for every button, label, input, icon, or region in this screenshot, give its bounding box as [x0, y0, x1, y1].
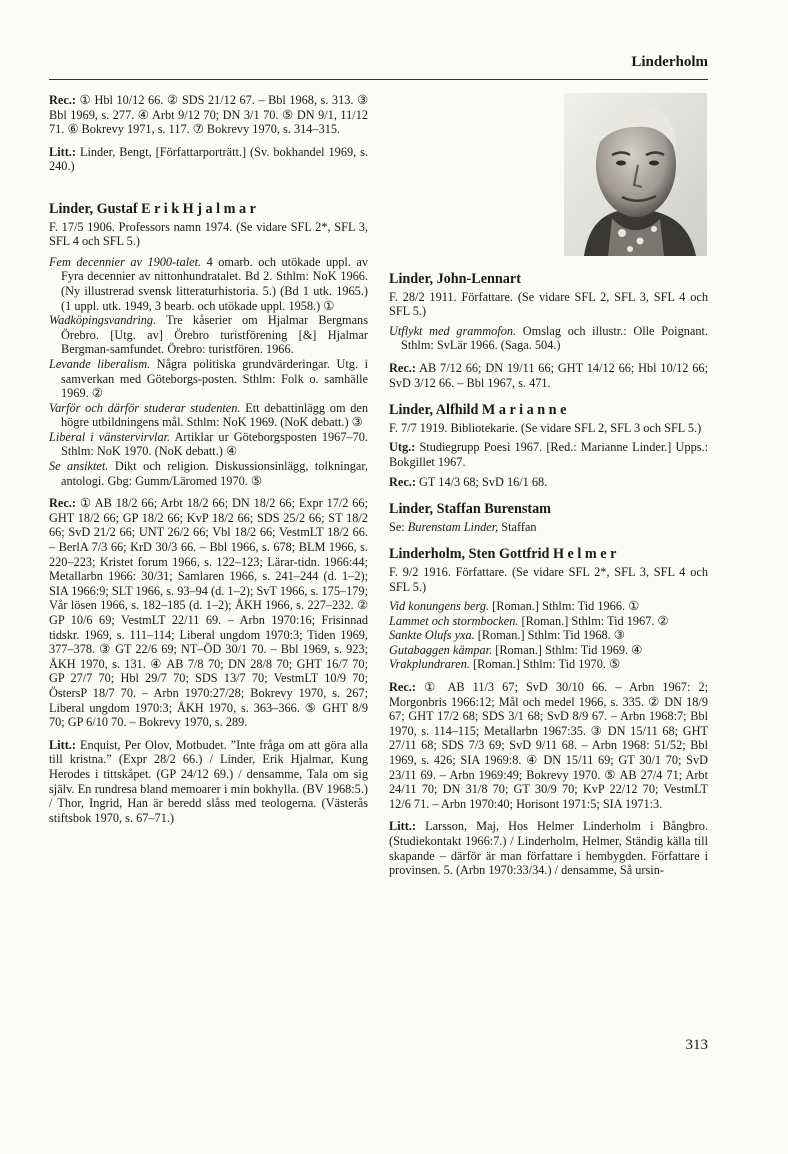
bio-gustaf: F. 17/5 1906. Professors namn 1974. (Se vidare SFL 2*, SFL 3, SFL 4 och SFL 5.) [49, 219, 368, 249]
work-title: Vid konungens berg. [389, 599, 490, 614]
rec-label: Rec.: [49, 93, 76, 107]
bio-alfhild: F. 7/7 1919. Bibliotekarie. (Se vidare SFL 2, SFL 3 och SFL 5.) [389, 420, 702, 435]
rec-entry-gustaf [49, 496, 368, 730]
rec-text: GT 14/3 68; SvD 16/1 68. [419, 474, 548, 489]
work-title: Utflykt med grammofon. [389, 323, 517, 338]
bio-sten: F. 9/2 1916. Författare. (Se vidare SFL 2*, SFL 3, SFL 4 och SFL 5.) [389, 564, 708, 594]
bio-john: F. 28/2 1911. Författare. (Se vidare SFL 2, SFL 3, SFL 4 och SFL 5.) [389, 289, 708, 319]
rec-text: ① AB 11/3 67; SvD 30/10 66. – Arbn 1967: 2; Morgonbris 1966:12; Mål och medel 1966, s. 335. ② DN 18/9 67; GHT 17/2 68; SDS 3/1 68; SvD 8/9 67. – Arbn 1968:7; Bbl 1970, s. 114–115; Metallarbn 1967:35. ③ DN 15/11 68; GHT 27/11 68; SDS 7/3 69; SvD 9/11 68. – Arbn 1968: 51/52; Bbl 1969, s. 426; SIA 1969:8. ④ DN 15/11 69; GT 30/1 70; SvD 23/11 69. – Arbn 1969:49; Bokrevy 1970. ⑤ AB 27/4 71; Arbt 24/11 70; DN 31/8 70; GT 30/9 70; KvP 22/12 70; VestmLT 12/6 71. – Arbn 1970:40; Horisont 1971:5; SIA 1971:3. [389, 680, 709, 811]
litt-text: Linder, Bengt, [Författarporträtt.] (Sv. bokhandel 1969, s. 240.) [49, 144, 369, 174]
litt-label: Litt.: [49, 144, 76, 159]
left-column [49, 93, 368, 825]
work-title: Fem decennier av 1900-talet. [49, 254, 202, 269]
work-details: [Roman.] Sthlm: Tid 1966. ① [492, 599, 640, 614]
rec-text: AB 7/12 66; DN 19/11 66; GHT 14/12 66; Hbl 10/12 66; SvD 3/12 66. – Bbl 1967, s. 471. [389, 360, 708, 390]
rec-text: ① Hbl 10/12 66. ② SDS 21/12 67. – Bbl 1968, s. 313. ③ Bbl 1969, s. 277. ④ Arbt 9/12 70; DN 3/1 70. ⑤ DN 9/1, 11/12 71. ⑥ Bokrevy 1971, s. 117. ⑦ Bokrevy 1970, s. 314–315. [49, 93, 369, 137]
work-item [49, 459, 368, 488]
litt-entry-sten [389, 819, 708, 877]
right-column [389, 272, 708, 878]
litt-label: Litt.: [389, 819, 416, 834]
running-header: Linderholm [631, 54, 708, 70]
see-reference [389, 520, 708, 535]
litt-text: Larsson, Maj, Hos Helmer Linderholm i Bångbro. (Studiekontakt 1966:7.) / Linderholm, Helmer, Ständig källa till skapande – därför är man författare i hembygden. Författare i provinsen. 5. (Arbn 1970:33/34.) / densamme, Så ursin- [389, 819, 708, 878]
work-item [389, 614, 708, 629]
utg-label: Utg.: [389, 440, 416, 455]
work-details: Ett debattinlägg om den högre utbildningens mål. Sthlm: NoK 1969. (NoK debatt.) ③ [61, 400, 369, 430]
work-title: Levande liberalism. [49, 356, 151, 371]
work-title: Gutabaggen kämpar. [389, 642, 493, 657]
work-title: Se ansiktet. [49, 459, 109, 474]
see-label: Se: [389, 519, 405, 534]
rec-text: ① AB 18/2 66; Arbt 18/2 66; DN 18/2 66; Expr 17/2 66; GHT 18/2 66; GP 18/2 66; KvP 18/2 66; SDS 25/2 66; ST 18/2 66; SvD 21/2 66; UNT 26/2 66; Vbl 18/2 66; VestmLT 18/2 66. – BerlA 7/3 66; KrD 30/3 66. – Bbl 1966, s. 678; BLM 1966, s. 220–223; Kristet forum 1966, s. 122–123; Lärar-tidn. 1966:44; Metallarbn 1966: 30/31; Samlaren 1966, s. 241–244 (d. 1–2); SIA 1966:9; SLT 1966, s. 93–94 (d. 1–2); SvT 1966, s. 175–179; Vår lösen 1966, s. 182–185 (d. 1–2); ÅKH 1966, s. 227–232. ② GP 10/6 69; VestmLT 22/11 69. – Arbn 1970:16; Frisinnad tidskr. 1969, s. 111–114; Liberal ungdom 1970:3; Tiden 1969, 377–378. ③ GT 22/6 69; NT–ÖD 30/1 70. – Bbl 1969, s. 923; ÅKH 1970, s. 131. ④ AB 7/8 70; DN 28/8 70; GHT 16/7 70; GP 27/7 70; Hbl 29/7 70; SDS 13/7 70; VestmLT 10/9 70; ÖstersP 18/7 70. – Arbn 1970:27/28; Bokrevy 1970, s. 267; Liberal ungdom 1970:3; ÅKH 1970, s. 363–366. ⑤ GHT 8/9 70; GP 6/10 70. – Bokrevy 1970, s. 289. [49, 496, 368, 730]
utg-text: Studiegrupp Poesi 1967. [Red.: Marianne Linder.] Upps.: Bokgillet 1967. [389, 440, 709, 469]
work-item [389, 657, 708, 672]
work-item [389, 324, 708, 353]
work-details: 4 omarb. och utökade uppl. av Fyra decennier av nittonhundratalet. Bd 2. Sthlm: NoK 1966. (Ny illustrerad svensk litteraturhistoria. 5.) (Bd 1 utk. 1965.) (1 uppl. utk. 1949, 3 bearb. och utökade uppl. 1958.) ① [61, 254, 369, 313]
entry-heading-alfhild: Linder, Alfhild M a r i a n n e [389, 402, 567, 419]
litt-label: Litt.: [49, 737, 76, 752]
work-details: Tre kåserier om Hjalmar Bergmans Örebro. [Utg. av] Örebro turistförening [&] Hjalmar Bergman-samfundet. Örebro: turistfören. 1966. [61, 313, 368, 357]
work-item [389, 628, 708, 643]
work-details: Några politiska grundvärderingar. Utg. i samverkan med Göteborgs-posten. Sthlm: Folk o. samhälle 1969. ② [61, 356, 368, 401]
litt-text: Enquist, Per Olov, Motbudet. ”Inte fråga om att göra alla till kristna.” (Expr 28/2 66.) / Linder, Erik Hjalmar, Kung Herodes i tittskåpet. (GP 24/12 69.) / densamme, Tala om sig själv. En rundresa bland memoarer i min bokhylla. (BV 1968:5.) / Thor, Ingrid, Han är beredd slåss med teologerna. (Västerås stiftsbok 1970, s. 67–71.) [49, 737, 369, 825]
see-target-rest: Staffan [501, 519, 537, 534]
work-item [49, 357, 368, 401]
work-title: Liberal i vänstervirvlar. [49, 429, 171, 444]
work-title: Wadköpingsvandring. [49, 313, 157, 328]
work-details: [Roman.] Sthlm: Tid 1968. ③ [477, 628, 625, 643]
header-rule [49, 79, 708, 80]
work-details: [Roman.] Sthlm: Tid 1967. ② [521, 613, 669, 628]
rec-label: Rec.: [389, 680, 416, 695]
entry-heading-gustaf: Linder, Gustaf E r i k H j a l m a r [49, 200, 256, 217]
work-item [49, 255, 368, 313]
utg-entry-alfhild [389, 440, 708, 469]
work-details: [Roman.] Sthlm: Tid 1969. ④ [495, 642, 643, 657]
litt-entry-top [49, 145, 368, 174]
rec-entry-sten [389, 680, 708, 811]
rec-entry-alfhild [389, 475, 708, 490]
author-portrait [564, 93, 707, 256]
work-item [49, 430, 368, 459]
work-item [49, 313, 368, 357]
rec-entry-john [389, 361, 708, 390]
rec-label: Rec.: [389, 474, 416, 489]
work-details: Dikt och religion. Diskussionsinlägg, tolkningar, antologi. Gbg: Gumm/Läromed 1970. ⑤ [61, 459, 369, 488]
work-details: [Roman.] Sthlm: Tid 1970. ⑤ [473, 657, 621, 672]
litt-entry-gustaf [49, 738, 368, 826]
work-title: Vrakplundraren. [389, 657, 470, 672]
work-title: Lammet och stormbocken. [389, 613, 519, 628]
work-item [49, 401, 368, 430]
see-target: Burenstam Linder, [407, 519, 499, 534]
work-details: Omslag och illustr.: Olle Poignant. Sthlm: SvLär 1966. (Saga. 504.) [401, 323, 708, 353]
work-details: Artiklar ur Göteborgsposten 1967–70. Sthlm: NoK 1970. (NoK debatt.) ④ [61, 429, 368, 459]
entry-heading-sten: Linderholm, Sten Gottfrid H e l m e r [389, 546, 617, 563]
rec-entry-top [49, 93, 368, 137]
page-number: 313 [685, 1037, 708, 1053]
work-title: Varför och därför studerar studenten. [49, 400, 241, 415]
work-title: Sankte Olufs yxa. [389, 628, 475, 643]
work-item [389, 643, 708, 658]
work-item [389, 599, 708, 614]
portrait-image [564, 93, 707, 256]
entry-heading-staffan: Linder, Staffan Burenstam [389, 501, 551, 518]
entry-heading-john: Linder, John-Lennart [389, 271, 521, 287]
rec-label: Rec.: [49, 496, 76, 511]
rec-label: Rec.: [389, 360, 416, 375]
